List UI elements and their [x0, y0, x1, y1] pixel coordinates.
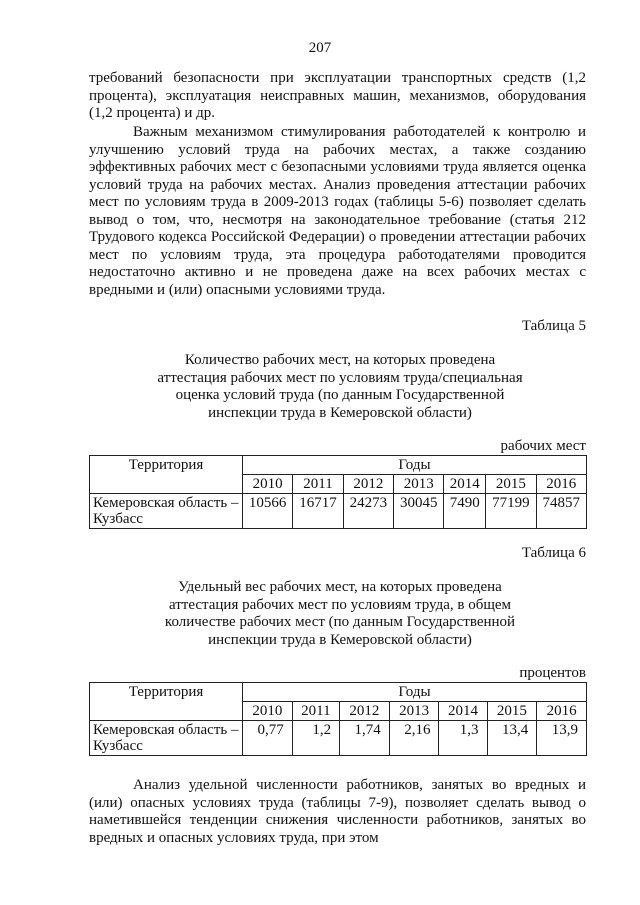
year-cell: 2016 [536, 475, 586, 494]
value-cell: 1,2 [292, 721, 339, 756]
year-cell: 2015 [487, 702, 537, 721]
territory-header: Территория [90, 683, 243, 721]
table-5 [89, 455, 587, 529]
year-cell: 2014 [439, 702, 487, 721]
page-number: 207 [308, 40, 332, 56]
table-6-title-line: количестве рабочих мест (по данным Государственной [164, 614, 516, 630]
value-cell: 1,3 [439, 721, 487, 756]
table-5-label: Таблица 5 [521, 318, 586, 334]
value-cell: 24273 [343, 494, 393, 529]
paragraph-3: Анализ удельной численности работников, занятых во вредных и (или) опасных условиях труда (таблицы 7-9), позволяет сделать вывод о наметившейся тенденции снижения численности работников, занятых во вредных и опасных условиях труда, при этом [89, 777, 586, 846]
table-6-units: процентов [519, 665, 586, 681]
year-cell: 2010 [243, 475, 293, 494]
table-row [90, 721, 587, 756]
table-5-title-line: инспекции труда в Кемеровской области) [208, 404, 472, 421]
table-header-row [90, 683, 587, 702]
year-cell: 2015 [486, 475, 536, 494]
table-6-label: Таблица 6 [521, 545, 586, 561]
territory-header: Территория [90, 456, 243, 494]
year-cell: 2012 [343, 475, 393, 494]
table-6 [89, 682, 587, 756]
table-6-title [120, 579, 560, 649]
value-cell: 2,16 [389, 721, 439, 756]
year-cell: 2016 [537, 702, 587, 721]
value-cell: 77199 [486, 494, 536, 529]
table-5-title [120, 352, 560, 422]
year-cell: 2011 [292, 702, 339, 721]
year-cell: 2013 [394, 475, 444, 494]
table-header-row [90, 456, 587, 475]
territory-name: Кемеровская область – Кузбасс [90, 721, 243, 756]
paragraph-1: требований безопасности при эксплуатации транспортных средств (1,2 процента), эксплуатация неисправных машин, механизмов, оборудования (1,2 процента) и др. [89, 70, 586, 121]
years-header: Годы [243, 456, 587, 475]
table-6-title-line: инспекции труда в Кемеровской области) [208, 631, 472, 648]
table-5-title-line: оценка условий труда (по данным Государственной [175, 387, 505, 403]
value-cell: 13,9 [537, 721, 587, 756]
year-cell: 2013 [389, 702, 439, 721]
year-cell: 2012 [340, 702, 390, 721]
value-cell: 7490 [444, 494, 486, 529]
years-header: Годы [243, 683, 587, 702]
value-cell: 74857 [536, 494, 586, 529]
value-cell: 30045 [394, 494, 444, 529]
paragraph-2: Важным механизмом стимулирования работодателей к контролю и улучшению условий труда на рабочих местах, а также созданию эффективных рабочих мест с безопасными условиями труда является оценка условий труда на рабочих местах. Анализ проведения аттестации рабочих мест по условиям труда в 2009-2013 годах (таблицы 5-6) позволяет сделать вывод о том, что, несмотря на законодательное требование (статья 212 Трудового кодекса Российской Федерации) о проведении аттестации рабочих мест по условиям труда, эта процедура работодателями проводится недостаточно активно и не проведена даже на всех рабочих местах с вредными и (или) опасными условиями труда. [89, 124, 586, 298]
year-cell: 2010 [243, 702, 293, 721]
table-6-title-line: Удельный вес рабочих мест, на которых проведена [178, 579, 502, 595]
year-cell: 2011 [293, 475, 343, 494]
table-6-title-line: аттестация рабочих мест по условиям труда, в общем [168, 596, 512, 613]
value-cell: 13,4 [487, 721, 537, 756]
value-cell: 1,74 [340, 721, 390, 756]
table-5-title-line: аттестация рабочих мест по условиям труда/специальная [157, 369, 523, 386]
value-cell: 0,77 [243, 721, 293, 756]
value-cell: 10566 [243, 494, 293, 529]
table-row [90, 494, 587, 529]
table-5-units: рабочих мест [500, 438, 586, 454]
territory-name: Кемеровская область – Кузбасс [90, 494, 243, 529]
value-cell: 16717 [293, 494, 343, 529]
year-cell: 2014 [444, 475, 486, 494]
table-5-title-line: Количество рабочих мест, на которых проведена [184, 352, 496, 368]
